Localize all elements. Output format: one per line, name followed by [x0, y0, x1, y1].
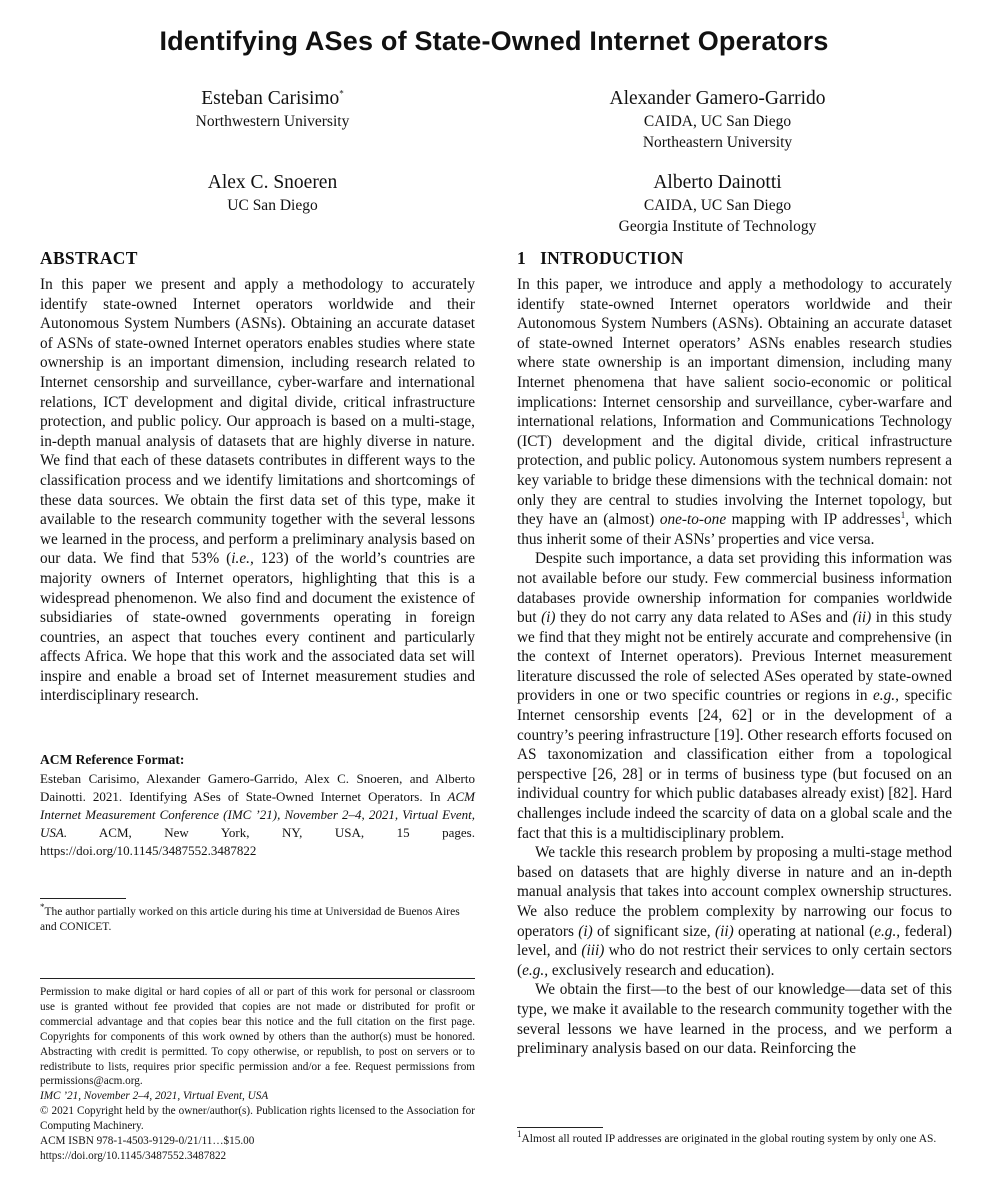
author-affiliation: CAIDA, UC San Diego: [643, 197, 792, 214]
author-name: Alexander Gamero-Garrido: [609, 88, 826, 109]
acm-reference-heading: ACM Reference Format:: [40, 752, 185, 767]
paragraph: We obtain the first—to the best of our knowledge—data set of this type, we make it available to the research community together with the several lessons we have learned in the process, and we perform a preliminary analysis based on our data. Reinforcing the: [517, 981, 952, 1058]
paragraph: In this paper, we introduce and apply a methodology to accurately identify state-owned Internet operators worldwide and their Autonomous System Numbers (ASNs). Obtaining an accurate dataset of state-owned Internet operators’ ASNs enables research studies where state ownership is an important dimension, including many Internet phenomena that have salient socio-economic or political implications: Internet censorship and surveillance, cyber-warfare and international relations, Information and Communications Technology (ICT) development and the digital divide, critical infrastructure protection, and public policy. Autonomous system numbers represent a key variable to bridge these dimensions with the technical domain: not only they are central to studies involving the Internet topology, but they have an (almost) one-to-one mapping with IP addresses$^1$, which thus inherit some of their ASNs’ properties and vice versa.: [517, 276, 952, 548]
author-block: [130, 170, 415, 216]
paper-title: Identifying ASes of State-Owned Internet Operators: [159, 26, 829, 56]
permission-block: [40, 985, 475, 1164]
author-footnote: *The author partially worked on this article during his time at Universidad de Buenos Aires and CONICET.: [40, 902, 460, 933]
left-column: [40, 248, 475, 706]
paragraph: We tackle this research problem by proposing a multi-stage method based on datasets that are highly diverse in nature and an in-depth manual analysis that takes into account complex ownership structures. We also reduce the problem complexity by narrowing our focus to operators (i) of significant size, (ii) operating at national (e.g., federal) level, and (iii) who do not restrict their services to only certain sectors (e.g., exclusively research and education).: [517, 844, 952, 979]
author-block: [560, 86, 875, 153]
author-name: Alberto Dainotti: [653, 172, 782, 193]
abstract-text: In this paper we present and apply a methodology to accurately identify state-owned Internet operators worldwide and their Autonomous System Numbers (ASNs). Obtaining an accurate dataset of ASNs of state-owned Internet operators enables studies where state ownership is an important dimension, including research related to Internet censorship and surveillance, cyber-warfare and international relations, ICT development and digital divide, critical infrastructure protection, and public policy. Our approach is based on a multi-stage, in-depth manual analysis of datasets that are highly diverse in nature. We find that each of these datasets contributes in different ways to the classification process and we identify limitations and shortcomings of these data sources. We obtain the first data set of this type, make it available to the research community together with the several lessons we learned in the process, and perform a preliminary analysis based on our data. We find that 53% (i.e., 123) of the world’s countries are majority owners of Internet operators, highlighting that this is a widespread phenomenon. We also find and document the existence of subsidiaries of state-owned governments operating in foreign countries, an aspect that touches every continent and particularly affects Africa. We hope that this work and the associated data set will inspire and enable a broad set of Internet measurement studies and interdisciplinary research.: [40, 276, 475, 705]
author-name: Esteban Carisimo: [201, 88, 340, 109]
right-column: [517, 248, 952, 1059]
footnote-divider: [517, 1127, 603, 1128]
permission-text: Permission to make digital or hard copies of all or part of this work for personal or classroom use is granted without fee provided that copies are not made or distributed for profit or commercial advantage and that copies bear this notice and the full citation on the first page. Copyrights for components of this work owned by others than the author(s) must be honored. Abstracting with credit is permitted. To copy otherwise, or republish, to post on servers or to redistribute to lists, requires prior specific permission and/or a fee. Request permissions from permissions@acm.org.: [40, 986, 475, 1088]
copyright-text: © 2021 Copyright held by the owner/author(s). Publication rights licensed to the Association for Computing Machinery.: [40, 1105, 475, 1133]
author-affiliation: CAIDA, UC San Diego: [643, 113, 792, 130]
author-affiliation: Georgia Institute of Technology: [618, 218, 817, 235]
author-affiliation: Northwestern University: [195, 113, 350, 130]
introduction-heading: 1 INTRODUCTION: [517, 248, 684, 268]
paragraph: Despite such importance, a data set providing this information was not available before our study. Few commercial business information databases provide ownership information for companies worldwide but (i) they do not carry any data related to ASes and (ii) in this study we find that they might not be entirely accurate and comprehensive (in the context of Internet operators). Previous Internet measurement literature discussed the role of selected ASes operated by state-owned providers in one or two specific countries or regions in e.g., specific Internet censorship events [24, 62] or in the development of a country’s peering infrastructure [19]. Other research efforts focused on AS taxonomization and classification either from a topological perspective [26, 28] or in terms of business type (but focused on an individual country for which public databases already exist) [82]. Hard challenges include indeed the scarcity of data on a global scale and the fact that this is a multidisciplinary problem.: [517, 550, 953, 842]
footnote-1: $^1$Almost all routed IP addresses are originated in the global routing system by only one AS.: [517, 1129, 937, 1145]
author-name: Alex C. Snoeren: [207, 172, 338, 193]
permission-venue: IMC ’21, November 2–4, 2021, Virtual Event, USA: [40, 1090, 269, 1103]
author-block: [130, 86, 415, 132]
footnote-divider: [40, 898, 126, 899]
introduction-text: [517, 275, 952, 1059]
abstract-heading: ABSTRACT: [40, 248, 138, 268]
doi-link[interactable]: https://doi.org/10.1145/3487552.3487822: [40, 1149, 227, 1162]
author-affiliation: UC San Diego: [227, 197, 318, 214]
author-footnote-mark: *: [339, 88, 344, 99]
isbn-text: ACM ISBN 978-1-4503-9129-0/21/11…$15.00: [40, 1135, 255, 1148]
permission-divider: [40, 978, 475, 979]
author-affiliation: Northeastern University: [642, 134, 793, 151]
author-block: [560, 170, 875, 237]
acm-reference-text: Esteban Carisimo, Alexander Gamero-Garrido, Alex C. Snoeren, and Alberto Dainotti. 2021. Identifying ASes of State-Owned Internet Operators. In ACM Internet Measurement Conference (IMC ’21), November 2–4, 2021, Virtual Event, USA. ACM, New York, NY, USA, 15 pages. https://doi.org/10.1145/3487552.3487822: [40, 771, 475, 858]
